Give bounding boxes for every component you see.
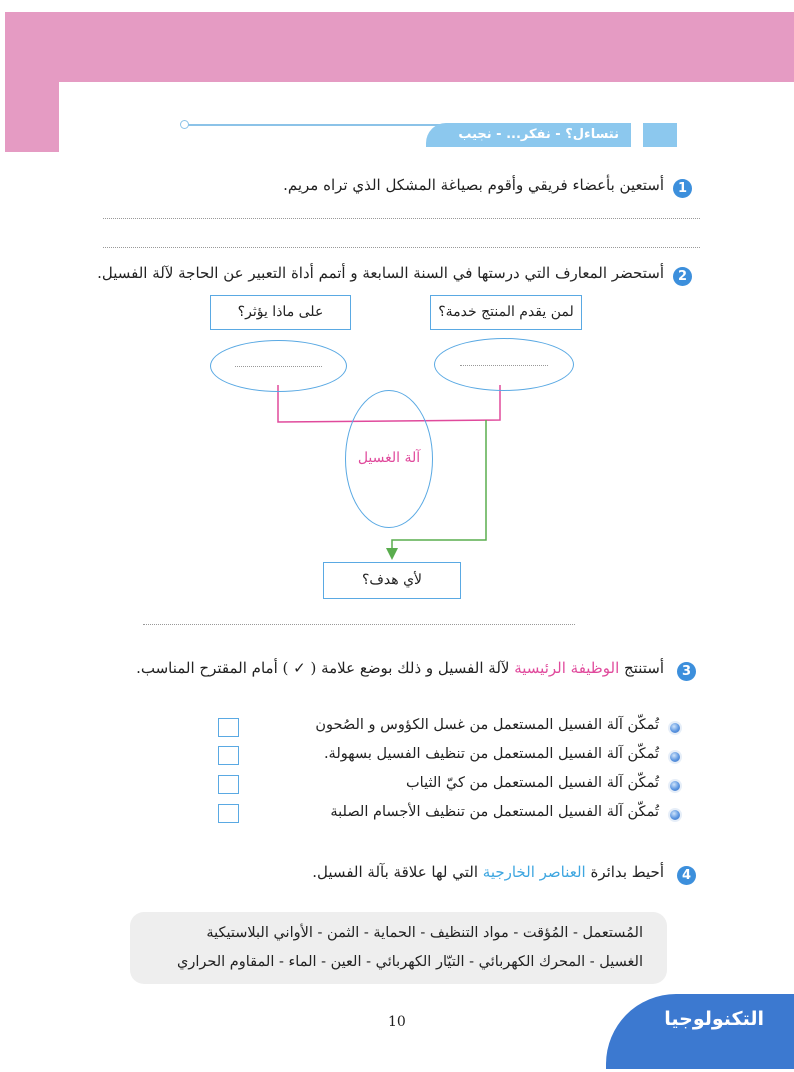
diagram-box-purpose: لأي هدف؟ — [323, 562, 461, 599]
bullet-icon — [670, 781, 680, 791]
page-number: 10 — [388, 1014, 406, 1030]
q3-text-after: لآلة الفسيل و ذلك بوضع علامة ( ✓ ) أمام المقترح المناسب. — [136, 659, 515, 677]
question-2-text: أستحضر المعارف التي درستها في السنة السابعة و أتمم أداة التعبير عن الحاجة لآلة الفسيل. — [97, 264, 664, 282]
section-label: نتساءل؟ - نفكر... - نجيب — [426, 123, 631, 147]
word-bank-line-1[interactable]: المُستعمل - المُؤقت - مواد التنظيف - الحماية - الثمن - الأواني البلاستيكية — [206, 925, 643, 941]
q4-highlight: العناصر الخارجية — [482, 863, 586, 881]
bullet-icon — [670, 723, 680, 733]
question-3-text — [136, 659, 664, 677]
ellipse-right-dots — [460, 365, 548, 366]
word-bank — [130, 912, 667, 984]
q3-highlight: الوظيفة الرئيسية — [514, 659, 620, 677]
question-4-text — [312, 863, 664, 881]
diagram-box-serves: لمن يقدم المنتج خدمة؟ — [430, 295, 582, 330]
option-4-checkbox[interactable] — [218, 804, 239, 823]
question-1-text: أستعين بأعضاء فريقي وأقوم بصياغة المشكل الذي تراه مريم. — [283, 176, 664, 194]
option-1-text: تُمكّن آلة الفسيل المستعمل من غسل الكؤوس و الصُحون — [315, 717, 659, 733]
subject-tab: التكنولوجيا — [606, 994, 794, 1069]
bullet-icon — [670, 752, 680, 762]
question-number-2: 2 — [673, 267, 692, 286]
word-bank-line-2[interactable]: الغسيل - المحرك الكهربائي - التيّار الكهربائي - العين - الماء - المقاوم الحراري — [176, 954, 643, 970]
bullet-icon — [670, 810, 680, 820]
option-1-checkbox[interactable] — [218, 718, 239, 737]
question-number-1: 1 — [673, 179, 692, 198]
center-label: آلة الغسيل — [357, 450, 421, 466]
option-2-checkbox[interactable] — [218, 746, 239, 765]
question-number-4: 4 — [677, 866, 696, 885]
answer-ellipse-right[interactable] — [434, 338, 574, 391]
option-3-checkbox[interactable] — [218, 775, 239, 794]
q3-text-before: أستنتج — [619, 659, 664, 677]
answer-ellipse-left[interactable] — [210, 340, 347, 392]
question-number-3: 3 — [677, 662, 696, 681]
ellipse-left-dots — [235, 366, 321, 367]
option-2-text: تُمكّن آلة الفسيل المستعمل من تنظيف الفسيل بسهولة. — [323, 746, 659, 762]
diagram-box-affects: على ماذا يؤثر؟ — [210, 295, 351, 330]
separator-dotted — [143, 624, 575, 625]
q4-text-before: أحيط بدائرة — [585, 863, 664, 881]
option-4-text: تُمكّن آلة الفسيل المستعمل من تنظيف الأجسام الصلبة — [330, 804, 659, 820]
q4-text-after: التي لها علاقة بآلة الفسيل. — [312, 863, 483, 881]
option-3-text: تُمكّن آلة الفسيل المستعمل من كيّ الثياب — [406, 775, 659, 791]
